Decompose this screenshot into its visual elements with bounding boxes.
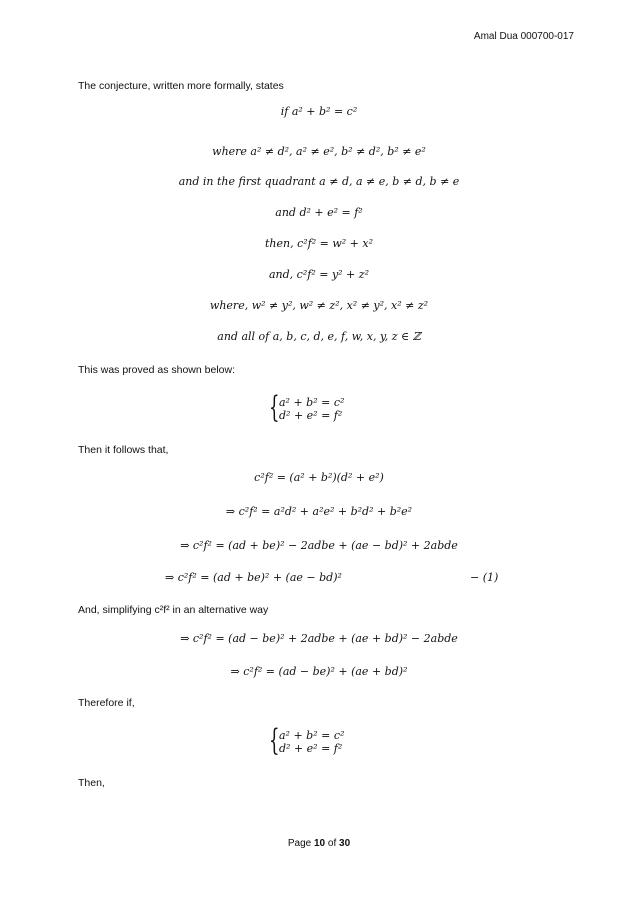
equation-tag: − (1): [470, 571, 499, 584]
proved-paragraph: This was proved as shown below:: [78, 364, 235, 376]
conjecture-line-7: where, w² ≠ y², w² ≠ z², x² ≠ y², x² ≠ z²: [209, 299, 429, 312]
derivation-line-1: c²f² = (a² + b²)(d² + e²): [254, 471, 384, 484]
footer-page-number: 10: [313, 838, 326, 849]
therefore-paragraph: Therefore if,: [78, 697, 135, 709]
footer-prefix: Page: [287, 838, 312, 849]
alternative-paragraph: And, simplifying c²f² in an alternative way: [78, 604, 269, 616]
alternative-line-1: ⇒ c²f² = (ad − be)² + 2adbe + (ae + bd)² − 2abde: [180, 632, 458, 645]
conjecture-line-3: and in the first quadrant a ≠ d, a ≠ e, b ≠ d, b ≠ e: [178, 175, 460, 188]
footer-of: of: [327, 838, 337, 849]
conjecture-line-1: if a² + b² = c²: [280, 105, 358, 118]
system-2-line-1: a² + b² = c²: [279, 729, 345, 742]
page-footer: [0, 838, 638, 849]
derivation-line-4: ⇒ c²f² = (ad + be)² + (ae − bd)²: [165, 571, 342, 584]
alternative-line-2: ⇒ c²f² = (ad − be)² + (ae + bd)²: [230, 665, 408, 678]
system-1-line-1: a² + b² = c²: [279, 396, 345, 409]
conjecture-line-6: and, c²f² = y² + z²: [269, 268, 369, 281]
conjecture-line-8: and all of a, b, c, d, e, f, w, x, y, z ∈ ℤ: [217, 330, 421, 343]
system-2-line-2: d² + e² = f²: [279, 742, 343, 755]
footer-total-pages: 30: [339, 838, 351, 849]
then-paragraph: Then,: [78, 777, 105, 789]
conjecture-line-5: then, c²f² = w² + x²: [264, 237, 373, 250]
conjecture-line-2: where a² ≠ d², a² ≠ e², b² ≠ d², b² ≠ e²: [212, 145, 426, 158]
left-brace: {: [269, 390, 280, 425]
system-1-line-2: d² + e² = f²: [279, 409, 343, 422]
page-header: Amal Dua 000700-017: [473, 31, 574, 42]
derivation-line-2: ⇒ c²f² = a²d² + a²e² + b²d² + b²e²: [225, 505, 413, 518]
intro-paragraph: The conjecture, written more formally, states: [78, 80, 284, 92]
derivation-line-3: ⇒ c²f² = (ad + be)² − 2adbe + (ae − bd)² + 2abde: [180, 539, 458, 552]
left-brace: {: [269, 723, 280, 758]
follows-paragraph: Then it follows that,: [78, 444, 169, 456]
conjecture-line-4: and d² + e² = f²: [275, 206, 363, 219]
